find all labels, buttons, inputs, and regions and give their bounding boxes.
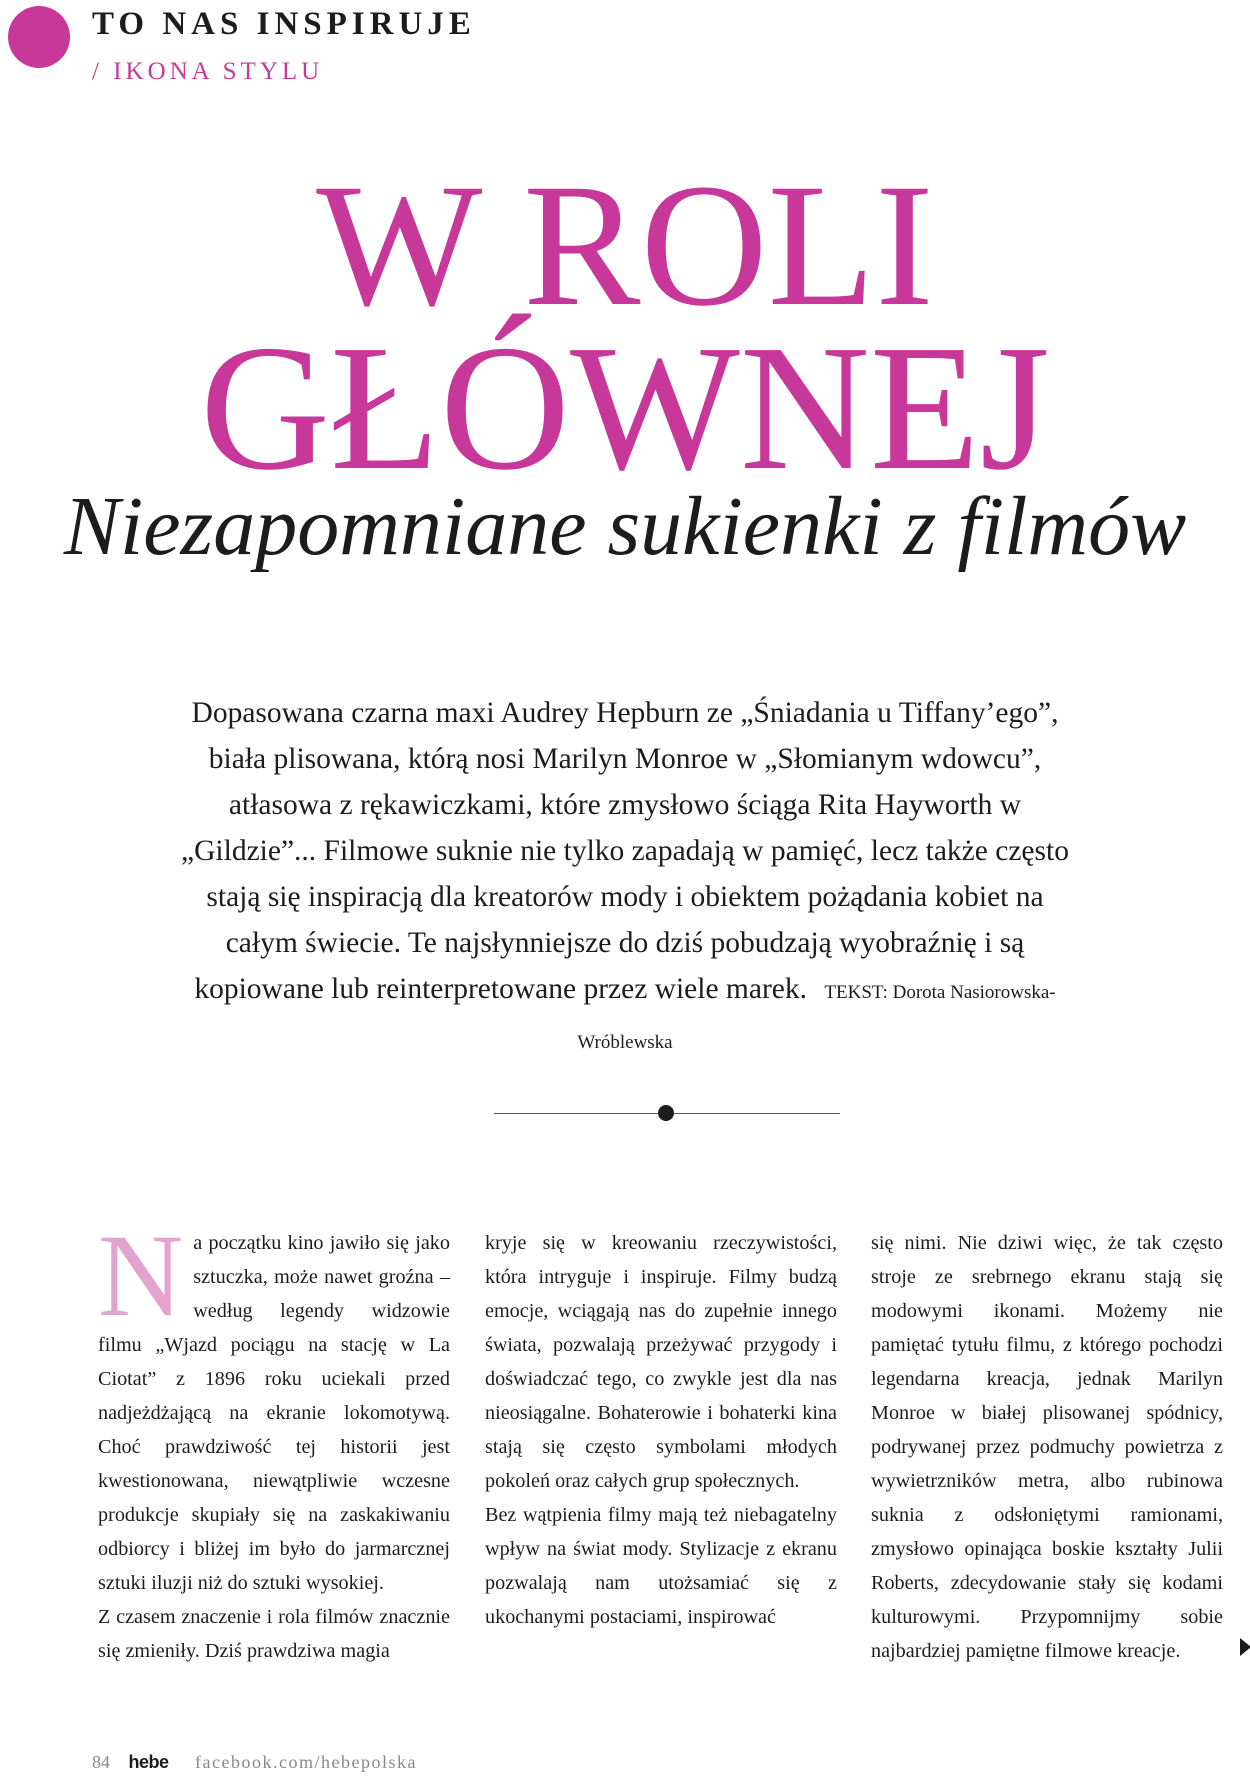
divider-dot-icon [658, 1105, 674, 1121]
subsection-label: / IKONA STYLU [92, 58, 324, 85]
paragraph [98, 1210, 450, 1600]
lead-text: Dopasowana czarna maxi Audrey Hepburn ze „Śniadania u Tiffany’ego”, biała plisowana, którą nosi Marilyn Monroe w „Słomianym wdowcu”, atłasowa z rękawiczkami, które zmysłowo ściąga Rita Hayworth w „Gildzie”... Filmowe suknie nie tylko zapadają w pamięć, lecz także często stają się inspiracją dla kreatorów mody i obiektem pożądania kobiet na całym świecie. Te najsłynniejsze do dziś pobudzają wyobraźnię i są kopiowane lub reinterpretowane przez wiele marek. [181, 697, 1069, 1005]
section-label: TO NAS INSPIRUJE [92, 6, 476, 42]
lead-paragraph [170, 690, 1080, 1066]
paragraph: się nimi. Nie dziwi więc, że tak często stroje ze srebrnego ekranu stają się modowymi ikonami. Możemy nie pamiętać tytułu filmu, z którego pochodzi legendarna kreacja, jednak Marilyn Monroe w białej plisowanej spódnicy, podrywanej przez podmuchy powietrza z wywietrzników metra, albo rubinowa suknia z odsłoniętymi ramionami, zmysłowo opinająca boskie kształty Julii Roberts, zdecydowanie stały się kodami kulturowymi. Przypomnijmy sobie najbardziej pamiętne filmowe kreacje. [871, 1232, 1223, 1662]
paragraph-text: a początku kino jawiło się jako sztuczka, może nawet groźna – według legendy widzowie filmu „Wjazd pociągu na stację w La Ciotat” z 1896 roku uciekali przed nadjeżdżającą na ekranie lokomotywą. Choć prawdziwość tej historii jest kwestionowana, niewątpliwie wczesne produkcje skupiały się na zaskakiwaniu odbiorcy i bliżej im było do jarmarcznej sztuki iluzji niż do sztuki wysokiej. [98, 1232, 450, 1594]
brand-logo: hebe [128, 1752, 169, 1772]
paragraph: kryje się w kreowaniu rzeczywistości, która intryguje i inspiruje. Filmy budzą emocje, wciągają nas do zupełnie innego świata, pozwalają przeżywać przygody i doświadczać tego, co zwykle jest dla nas nieosiągalne. Bohaterowie i bohaterki kina stają się często symbolami młodych pokoleń oraz całych grup społecznych. [485, 1232, 837, 1492]
drop-cap: N [98, 1210, 184, 1341]
body-column-3 [871, 1226, 1223, 1668]
section-dot-icon [8, 6, 70, 68]
paragraph: Z czasem znaczenie i rola filmów znacznie się zmieniły. Dziś prawdziwa magia [98, 1606, 450, 1662]
headline-line-1: W ROLI [316, 148, 934, 343]
page-footer [92, 1752, 417, 1773]
author-credit: TEKST: Dorota Nasiorowska-Wróblewska [577, 982, 1056, 1053]
headline-line-2: GŁÓWNEJ [200, 308, 1050, 507]
social-link[interactable]: facebook.com/hebepolska [195, 1752, 417, 1772]
body-column-2 [485, 1226, 837, 1634]
continue-arrow-icon [1240, 1638, 1250, 1656]
subtitle: Niezapomniane sukienki z filmów [63, 480, 1187, 573]
paragraph: Bez wątpienia filmy mają też niebagatelny wpływ na świat mody. Stylizacje z ekranu pozwalają nam utożsamiać się z ukochanymi postaciami, inspirować [485, 1504, 837, 1628]
page-number: 84 [92, 1752, 110, 1772]
body-column-1 [98, 1210, 450, 1668]
